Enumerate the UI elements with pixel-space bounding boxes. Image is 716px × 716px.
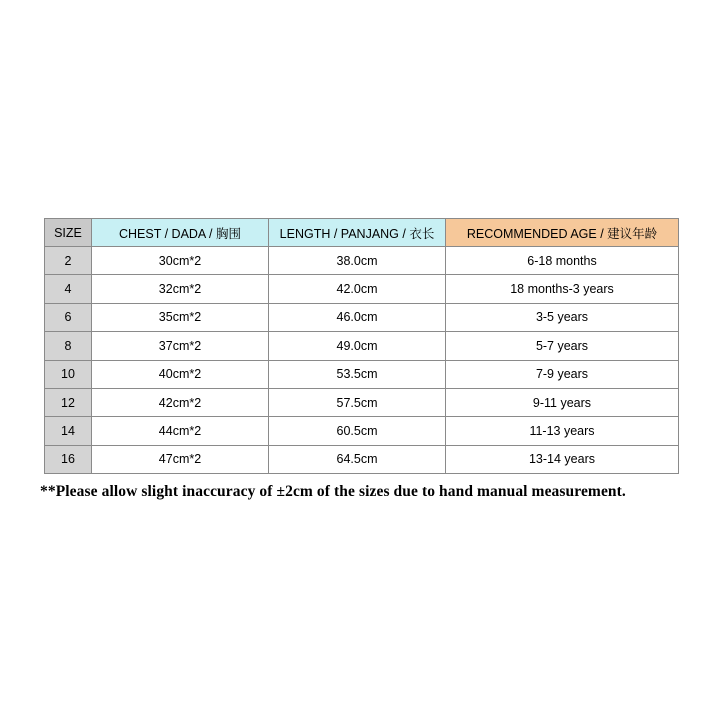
cell-length: 49.0cm (269, 332, 446, 360)
cell-size: 2 (45, 247, 92, 275)
table-body (45, 247, 679, 474)
table-row (45, 388, 679, 416)
cell-size: 8 (45, 332, 92, 360)
cell-chest: 37cm*2 (92, 332, 269, 360)
cell-length: 42.0cm (269, 275, 446, 303)
cell-recommended-age: 11-13 years (446, 417, 679, 445)
cell-chest: 42cm*2 (92, 388, 269, 416)
cell-recommended-age: 18 months-3 years (446, 275, 679, 303)
table-header-row (45, 219, 679, 247)
cell-recommended-age: 3-5 years (446, 303, 679, 331)
cell-recommended-age: 9-11 years (446, 388, 679, 416)
table-row (45, 247, 679, 275)
table-header (45, 219, 679, 247)
column-header-recommended-age: RECOMMENDED AGE / 建议年龄 (446, 219, 679, 247)
column-header-size: SIZE (45, 219, 92, 247)
cell-length: 64.5cm (269, 445, 446, 473)
cell-recommended-age: 7-9 years (446, 360, 679, 388)
cell-recommended-age: 13-14 years (446, 445, 679, 473)
cell-chest: 40cm*2 (92, 360, 269, 388)
cell-chest: 35cm*2 (92, 303, 269, 331)
cell-recommended-age: 5-7 years (446, 332, 679, 360)
table-row (45, 360, 679, 388)
cell-size: 16 (45, 445, 92, 473)
cell-recommended-age: 6-18 months (446, 247, 679, 275)
cell-size: 10 (45, 360, 92, 388)
cell-size: 14 (45, 417, 92, 445)
cell-length: 60.5cm (269, 417, 446, 445)
size-chart-table-container (44, 218, 674, 474)
cell-chest: 44cm*2 (92, 417, 269, 445)
table-row (45, 417, 679, 445)
cell-size: 4 (45, 275, 92, 303)
cell-length: 53.5cm (269, 360, 446, 388)
cell-size: 12 (45, 388, 92, 416)
cell-chest: 47cm*2 (92, 445, 269, 473)
cell-chest: 32cm*2 (92, 275, 269, 303)
cell-length: 38.0cm (269, 247, 446, 275)
cell-size: 6 (45, 303, 92, 331)
table-row (45, 303, 679, 331)
measurement-disclaimer-note: **Please allow slight inaccuracy of ±2cm of the sizes due to hand manual measurement. (40, 483, 626, 500)
table-row (45, 332, 679, 360)
table-row (45, 275, 679, 303)
table-row (45, 445, 679, 473)
cell-length: 57.5cm (269, 388, 446, 416)
size-chart-table (44, 218, 679, 474)
column-header-length: LENGTH / PANJANG / 衣长 (269, 219, 446, 247)
column-header-chest: CHEST / DADA / 胸围 (92, 219, 269, 247)
cell-chest: 30cm*2 (92, 247, 269, 275)
cell-length: 46.0cm (269, 303, 446, 331)
